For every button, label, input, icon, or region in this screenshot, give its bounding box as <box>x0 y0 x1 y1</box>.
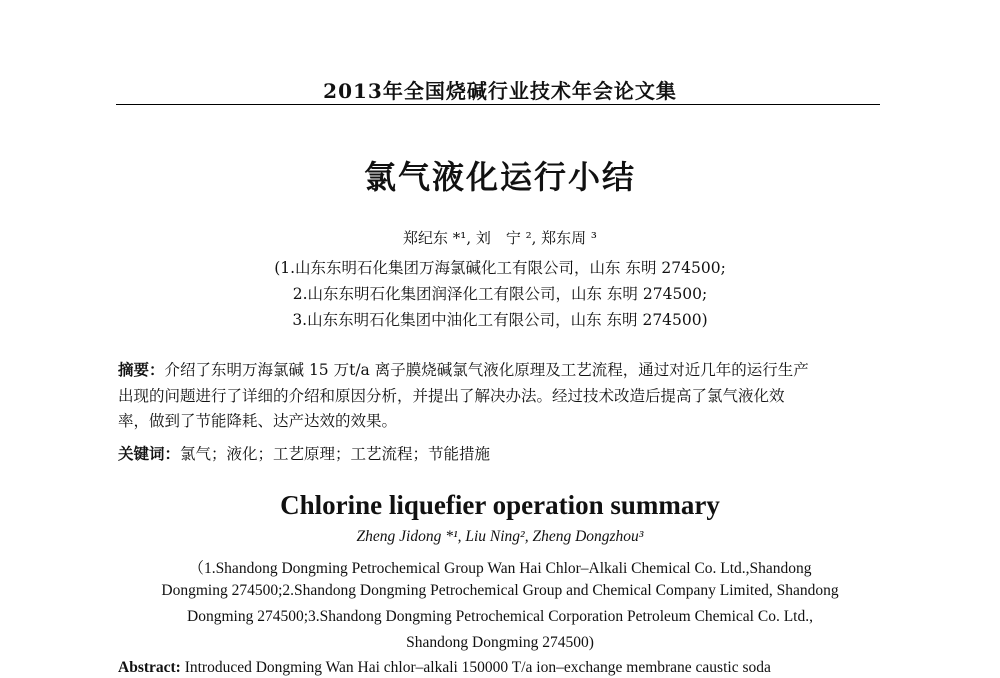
affiliation-cn-line: 2.山东东明石化集团润泽化工有限公司，山东 东明 274500; <box>292 285 708 303</box>
abstract-en-text: Introduced Dongming Wan Hai chlor–alkali 150000 T/a ion–exchange membrane caustic soda <box>180 659 771 676</box>
abstract-cn <box>118 358 882 435</box>
abstract-en-label: Abstract: <box>118 659 181 676</box>
authors-cn: 郑纪东 *¹, 刘 宁 ², 郑东周 ³ <box>403 229 597 247</box>
affiliation-en-line: Dongming 274500;2.Shandong Dongming Petrochemical Group and Chemical Company Limited, Shandong <box>161 582 839 599</box>
abstract-cn-line: 率，做到了节能降耗、达产达效的效果。 <box>118 412 398 430</box>
paper-title-en: Chlorine liquefier operation summary <box>280 490 720 520</box>
affiliation-cn-line: (1.山东东明石化集团万海氯碱化工有限公司，山东 东明 274500; <box>274 259 726 277</box>
keywords-cn-text: 氯气；液化；工艺原理；工艺流程；节能措施 <box>180 445 491 463</box>
affiliation-en-line: Shandong Dongming 274500) <box>406 634 594 651</box>
keywords-cn-label: 关键词： <box>118 445 181 463</box>
authors-en: Zheng Jidong *¹, Liu Ning², Zheng Dongzhou³ <box>356 528 644 545</box>
abstract-cn-line <box>118 358 882 384</box>
affiliation-en-line: （1.Shandong Dongming Petrochemical Group Wan Hai Chlor–Alkali Chemical Co. Ltd.,Shandong <box>188 560 812 577</box>
keywords-cn <box>118 442 490 464</box>
running-head: 2013年全国烧碱行业技术年会论文集 <box>323 79 677 103</box>
abstract-en <box>118 659 882 677</box>
abstract-cn-label: 摘要： <box>118 361 165 379</box>
abstract-cn-line: 出现的问题进行了详细的介绍和原因分析，并提出了解决办法。经过技术改造后提高了氯气液化效 <box>118 386 785 405</box>
paper-title-cn: 氯气液化运行小结 <box>363 158 636 196</box>
affiliation-en-line: Dongming 274500;3.Shandong Dongming Petrochemical Corporation Petroleum Chemical Co. Ltd., <box>187 608 813 625</box>
header-rule <box>116 104 880 105</box>
affiliation-cn-line: 3.山东东明石化集团中油化工有限公司，山东 东明 274500) <box>292 311 708 329</box>
abstract-cn-text: 介绍了东明万海氯碱 15 万t/a 离子膜烧碱氯气液化原理及工艺流程，通过对近几年的运行生产 <box>164 361 809 379</box>
